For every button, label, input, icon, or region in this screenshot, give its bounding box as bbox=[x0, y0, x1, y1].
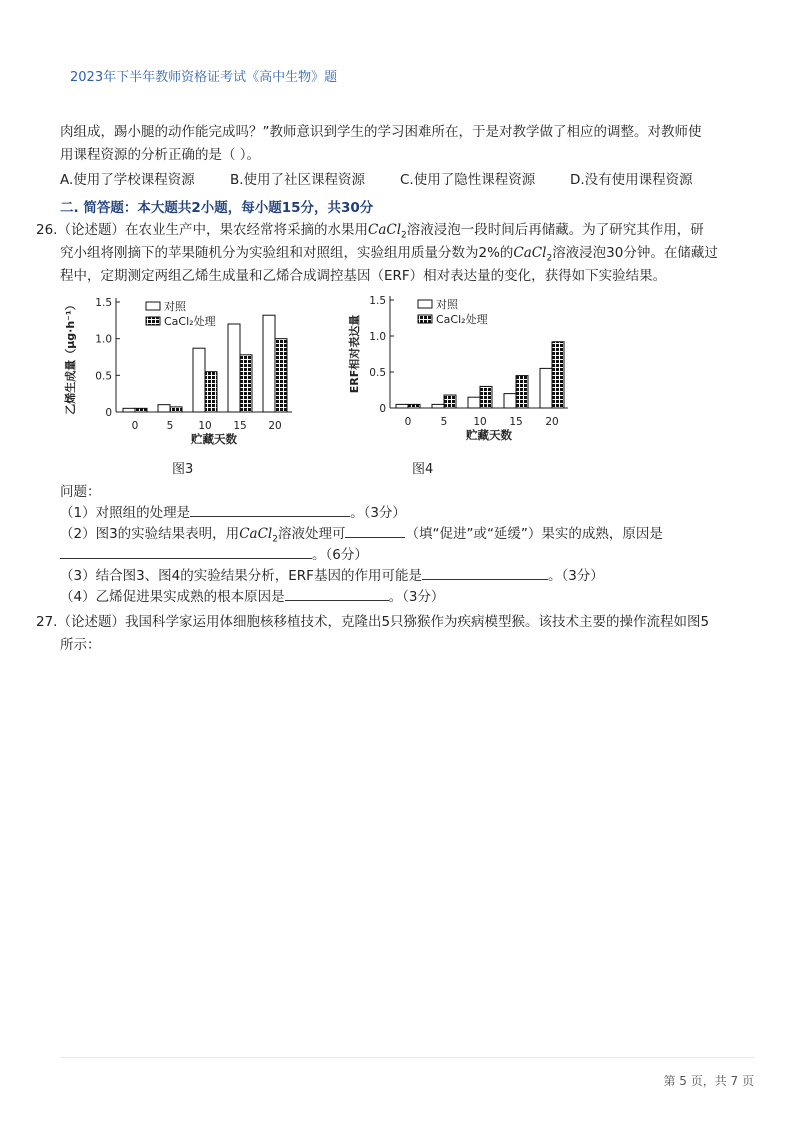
answer-blank-3[interactable] bbox=[422, 565, 548, 580]
x-tick-label: 10 bbox=[473, 416, 487, 428]
q25-text-line2: 用课程资源的分析正确的是（ ）。 bbox=[60, 147, 261, 163]
bar-cacl2 bbox=[170, 407, 182, 412]
q25-options bbox=[60, 170, 750, 190]
x-tick-label: 15 bbox=[509, 416, 523, 428]
bar-control bbox=[432, 404, 444, 408]
page-number: 第 5 页，共 7 页 bbox=[663, 1074, 754, 1088]
x-tick-label: 15 bbox=[233, 420, 247, 432]
legend-swatch-control bbox=[418, 300, 432, 308]
bar-cacl2 bbox=[552, 342, 564, 408]
q25-text-line1: 肉组成，踢小腿的动作能完成吗？”教师意识到学生的学习困难所在，于是对教学做了相应的调整。对教师使 bbox=[60, 124, 702, 140]
x-tick-label: 0 bbox=[131, 420, 139, 432]
answer-blank-1[interactable] bbox=[190, 502, 350, 517]
q26-sub3: （3）结合图3、图4的实验结果分析，ERF基因的作用可能是 。（3分） bbox=[60, 565, 604, 586]
legend-label-cacl2: CaCl₂处理 bbox=[164, 315, 216, 328]
y-axis-label: 乙烯生成量（μg·h⁻¹） bbox=[64, 299, 77, 415]
x-axis-label: 贮藏天数 bbox=[466, 428, 512, 442]
y-tick-label: 0.5 bbox=[369, 367, 386, 379]
q27-text-line2: 所示： bbox=[60, 637, 101, 653]
legend-swatch-cacl2 bbox=[146, 317, 160, 325]
legend-swatch-control bbox=[146, 302, 160, 310]
q26-sub1: （1）对照组的处理是 。（3分） bbox=[60, 502, 406, 523]
bar-control bbox=[158, 405, 170, 412]
bar-control bbox=[504, 394, 516, 408]
q25-option-c[interactable]: C.使用了隐性课程资源 bbox=[400, 172, 536, 188]
section-title: 二. 简答题：本大题共2小题，每小题15分，共30分 bbox=[60, 200, 374, 216]
q26-text-line2: 究小组将刚摘下的苹果随机分为实验组和对照组，实验组用质量分数为2%的CaCl$_2$溶液浸泡30分钟。在储藏过 bbox=[60, 245, 718, 264]
y-tick-label: 1.0 bbox=[95, 333, 112, 346]
bar-cacl2 bbox=[205, 372, 217, 412]
bar-cacl2 bbox=[408, 404, 420, 408]
q25-option-d[interactable]: D.没有使用课程资源 bbox=[570, 172, 693, 188]
legend-label-control: 对照 bbox=[436, 298, 458, 311]
y-tick-label: 0 bbox=[105, 407, 112, 419]
answer-blank-2b[interactable] bbox=[60, 544, 312, 559]
questions-label: 问题： bbox=[60, 484, 101, 500]
legend-swatch-cacl2 bbox=[418, 315, 432, 323]
x-tick-label: 20 bbox=[268, 420, 282, 432]
bar-control bbox=[228, 324, 240, 412]
x-tick-label: 5 bbox=[166, 420, 174, 432]
bar-control bbox=[193, 348, 205, 412]
bar-cacl2 bbox=[240, 355, 252, 412]
q26-sub4: （4）乙烯促进果实成熟的根本原因是 。（3分） bbox=[60, 586, 444, 607]
q26-text-line1: 26.（论述题）在农业生产中，果农经常将采摘的水果用CaCl$_2$溶液浸泡一段时间后再储藏。为了研究其作用，研 bbox=[36, 222, 704, 241]
legend-label-cacl2: CaCl₂处理 bbox=[436, 313, 488, 326]
bar-cacl2 bbox=[480, 386, 492, 408]
q26-sub2-cont: 。（6分） bbox=[60, 544, 368, 565]
q25-option-b[interactable]: B.使用了社区课程资源 bbox=[230, 172, 366, 188]
bar-control bbox=[540, 368, 552, 408]
bar-cacl2 bbox=[444, 395, 456, 408]
y-tick-label: 1.5 bbox=[95, 297, 112, 309]
x-tick-label: 0 bbox=[404, 416, 412, 428]
answer-blank-4[interactable] bbox=[285, 586, 389, 601]
bar-cacl2 bbox=[275, 339, 287, 412]
q26-sub2: （2）图3的实验结果表明，用CaCl$_2$溶液处理可 （填“促进”或“延缓”）果实的成熟，原因是 bbox=[60, 523, 663, 550]
q25-option-a[interactable]: A.使用了学校课程资源 bbox=[60, 172, 195, 188]
bar-control bbox=[396, 404, 408, 408]
x-tick-label: 5 bbox=[440, 416, 448, 428]
y-tick-label: 1.5 bbox=[369, 295, 386, 307]
figure-4-chart bbox=[348, 292, 578, 448]
figure-4-caption: 图4 bbox=[412, 462, 434, 477]
footer-divider bbox=[60, 1057, 754, 1058]
bar-control bbox=[123, 408, 135, 412]
bar-control bbox=[263, 315, 275, 412]
y-tick-label: 1.0 bbox=[369, 331, 386, 343]
bar-control bbox=[468, 397, 480, 408]
y-tick-label: 0.5 bbox=[95, 370, 112, 383]
figure-3-caption: 图3 bbox=[172, 462, 194, 477]
x-tick-label: 20 bbox=[545, 416, 559, 428]
y-tick-label: 0 bbox=[379, 403, 386, 415]
exam-header-title: 2023年下半年教师资格证考试《高中生物》题 bbox=[70, 70, 338, 85]
x-tick-label: 10 bbox=[198, 420, 212, 432]
answer-blank-2a[interactable] bbox=[345, 523, 405, 538]
q26-text-line3: 程中，定期测定两组乙烯生成量和乙烯合成调控基因（ERF）相对表达量的变化，获得如下实验结果。 bbox=[60, 268, 667, 284]
bar-cacl2 bbox=[135, 408, 147, 412]
bar-cacl2 bbox=[516, 376, 528, 408]
y-axis-label: ERF相对表达量 bbox=[348, 314, 361, 394]
x-axis-label: 贮藏天数 bbox=[191, 432, 237, 446]
figure-3-chart bbox=[60, 292, 310, 448]
q27-text-line1: 27.（论述题）我国科学家运用体细胞核移植技术，克隆出5只猕猴作为疾病模型猴。该技术主要的操作流程如图5 bbox=[36, 614, 710, 630]
legend-label-control: 对照 bbox=[164, 300, 186, 313]
